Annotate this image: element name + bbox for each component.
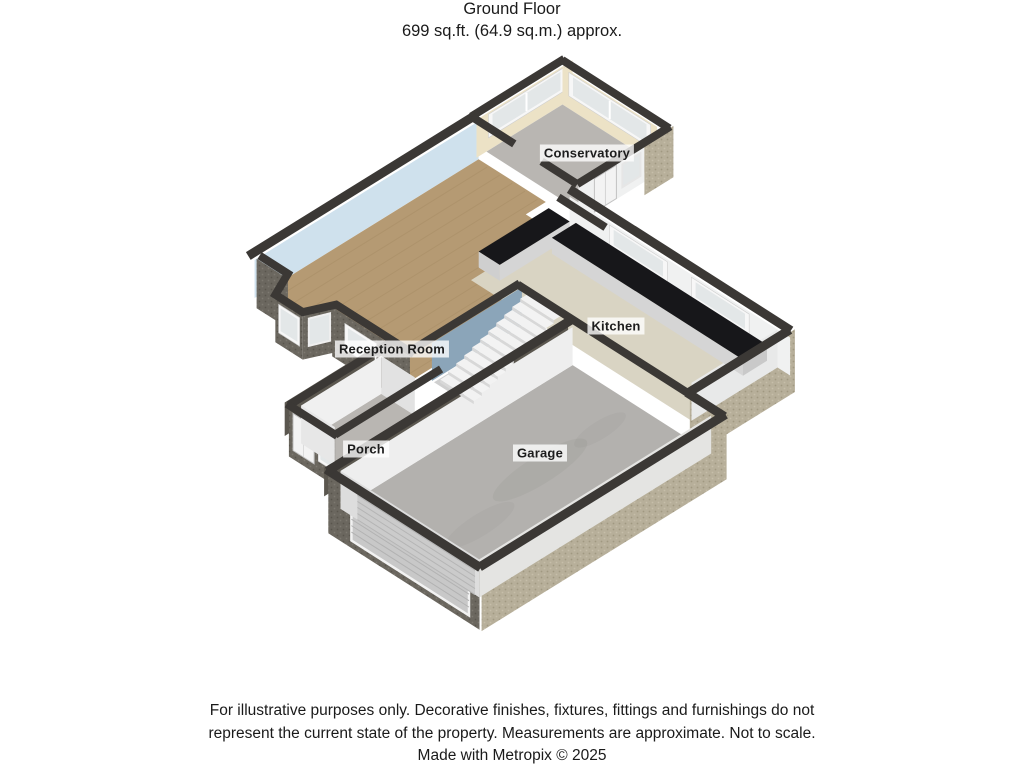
- room-label-conservatory: Conservatory: [540, 145, 634, 162]
- disclaimer-line-1: For illustrative purposes only. Decorative finishes, fixtures, fittings and furnishings do not: [209, 702, 815, 719]
- metropix-credit: Made with Metropix © 2025: [417, 747, 607, 764]
- footer-block: [0, 700, 1024, 768]
- disclaimer-line-2: represent the current state of the property. Measurements are approximate. Not to scale.: [208, 724, 816, 742]
- room-label-porch: Porch: [343, 441, 389, 458]
- area-text: 699 sq.ft. (64.9 sq.m.) approx.: [401, 22, 623, 40]
- page-title: Ground Floor: [463, 0, 561, 18]
- room-label-kitchen: Kitchen: [587, 318, 644, 335]
- room-label-garage: Garage: [513, 445, 567, 462]
- room-label-reception-room: Reception Room: [335, 341, 449, 358]
